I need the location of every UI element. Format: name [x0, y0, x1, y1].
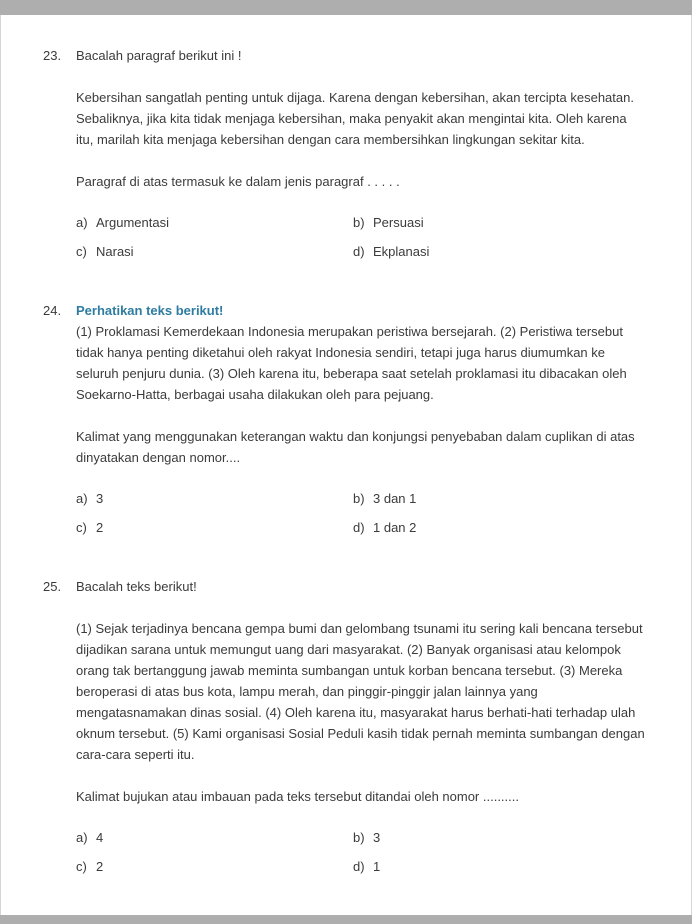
- question-24: [43, 300, 646, 538]
- option-text: Argumentasi: [96, 215, 169, 230]
- question-title: Bacalah paragraf berikut ini !: [76, 48, 242, 63]
- option-label: c): [76, 244, 87, 259]
- option-d: [353, 517, 646, 538]
- option-text: Persuasi: [373, 215, 424, 230]
- option-label: d): [353, 859, 365, 874]
- option-a: [76, 827, 353, 848]
- option-b: [353, 212, 646, 233]
- option-text: 3 dan 1: [373, 491, 417, 506]
- question-prompt: Kalimat yang menggunakan keterangan waktu dan konjungsi penyebaban dalam cuplikan di atas dinyatakan dengan nomor....: [76, 429, 635, 465]
- question-content: [76, 300, 646, 538]
- option-text: 1 dan 2: [373, 520, 417, 535]
- question-title: Perhatikan teks berikut!: [76, 303, 224, 318]
- option-d: [353, 241, 646, 262]
- option-label: d): [353, 520, 365, 535]
- option-label: b): [353, 215, 365, 230]
- question-number: 25.: [43, 579, 62, 594]
- option-text: 3: [373, 830, 381, 845]
- question-prompt: Kalimat bujukan atau imbauan pada teks tersebut ditandai oleh nomor ..........: [76, 789, 519, 804]
- option-label: a): [76, 491, 88, 506]
- question-passage: (1) Proklamasi Kemerdekaan Indonesia merupakan peristiwa bersejarah. (2) Peristiwa tersebut tidak hanya penting diketahui oleh rakyat Indonesia sendiri, tetapi juga harus diumumkan ke seluruh penjuru dunia. (3) Oleh karena itu, beberapa saat setelah proklamasi itu dibacakan oleh Soekarno-Hatta, berbagai usaha dilakukan oleh para pejuang.: [76, 324, 627, 402]
- option-b: [353, 488, 646, 509]
- option-a: [76, 212, 353, 233]
- option-text: 4: [96, 830, 104, 845]
- option-c: [76, 517, 353, 538]
- question-title: Bacalah teks berikut!: [76, 579, 197, 594]
- question-prompt: Paragraf di atas termasuk ke dalam jenis paragraf . . . . .: [76, 174, 400, 189]
- option-label: c): [76, 859, 87, 874]
- question-number: 23.: [43, 48, 62, 63]
- options-grid: [76, 212, 646, 262]
- document-page: [0, 15, 692, 915]
- option-label: d): [353, 244, 365, 259]
- options-grid: [76, 827, 646, 877]
- option-a: [76, 488, 353, 509]
- option-d: [353, 856, 646, 877]
- question-23: [43, 45, 646, 262]
- option-c: [76, 241, 353, 262]
- option-text: Ekplanasi: [373, 244, 430, 259]
- question-number: 24.: [43, 303, 62, 318]
- option-text: 2: [96, 859, 104, 874]
- option-text: Narasi: [96, 244, 134, 259]
- option-label: a): [76, 830, 88, 845]
- option-label: b): [353, 491, 365, 506]
- question-content: [76, 45, 646, 262]
- option-label: a): [76, 215, 88, 230]
- option-label: c): [76, 520, 87, 535]
- option-text: 3: [96, 491, 104, 506]
- question-passage: Kebersihan sangatlah penting untuk dijaga. Karena dengan kebersihan, akan tercipta kesehatan. Sebaliknya, jika kita tidak menjaga kebersihan, maka penyakit akan mengintai kita. Oleh karena itu, marilah kita menjaga kebersihan dengan cara membersihkan lingkungan sekitar kita.: [76, 90, 634, 147]
- option-b: [353, 827, 646, 848]
- option-text: 1: [373, 859, 381, 874]
- question-passage: (1) Sejak terjadinya bencana gempa bumi dan gelombang tsunami itu sering kali bencana tersebut dijadikan sarana untuk memungut uang dari masyarakat. (2) Banyak organisasi atau kelompok orang tak bertanggung jawab meminta sumbangan untuk korban bencana tersebut. (3) Mereka beroperasi di atas bus kota, lampu merah, dan pinggir-pinggir jalan lainnya yang mengatasnamakan dinas sosial. (4) Oleh karena itu, masyarakat harus berhati-hati terhadap ulah oknum tersebut. (5) Kami organisasi Sosial Peduli kasih tidak pernah meminta sumbangan dengan cara-cara seperti itu.: [76, 621, 645, 762]
- options-grid: [76, 488, 646, 538]
- question-content: [76, 576, 646, 877]
- option-c: [76, 856, 353, 877]
- option-label: b): [353, 830, 365, 845]
- question-25: [43, 576, 646, 877]
- option-text: 2: [96, 520, 104, 535]
